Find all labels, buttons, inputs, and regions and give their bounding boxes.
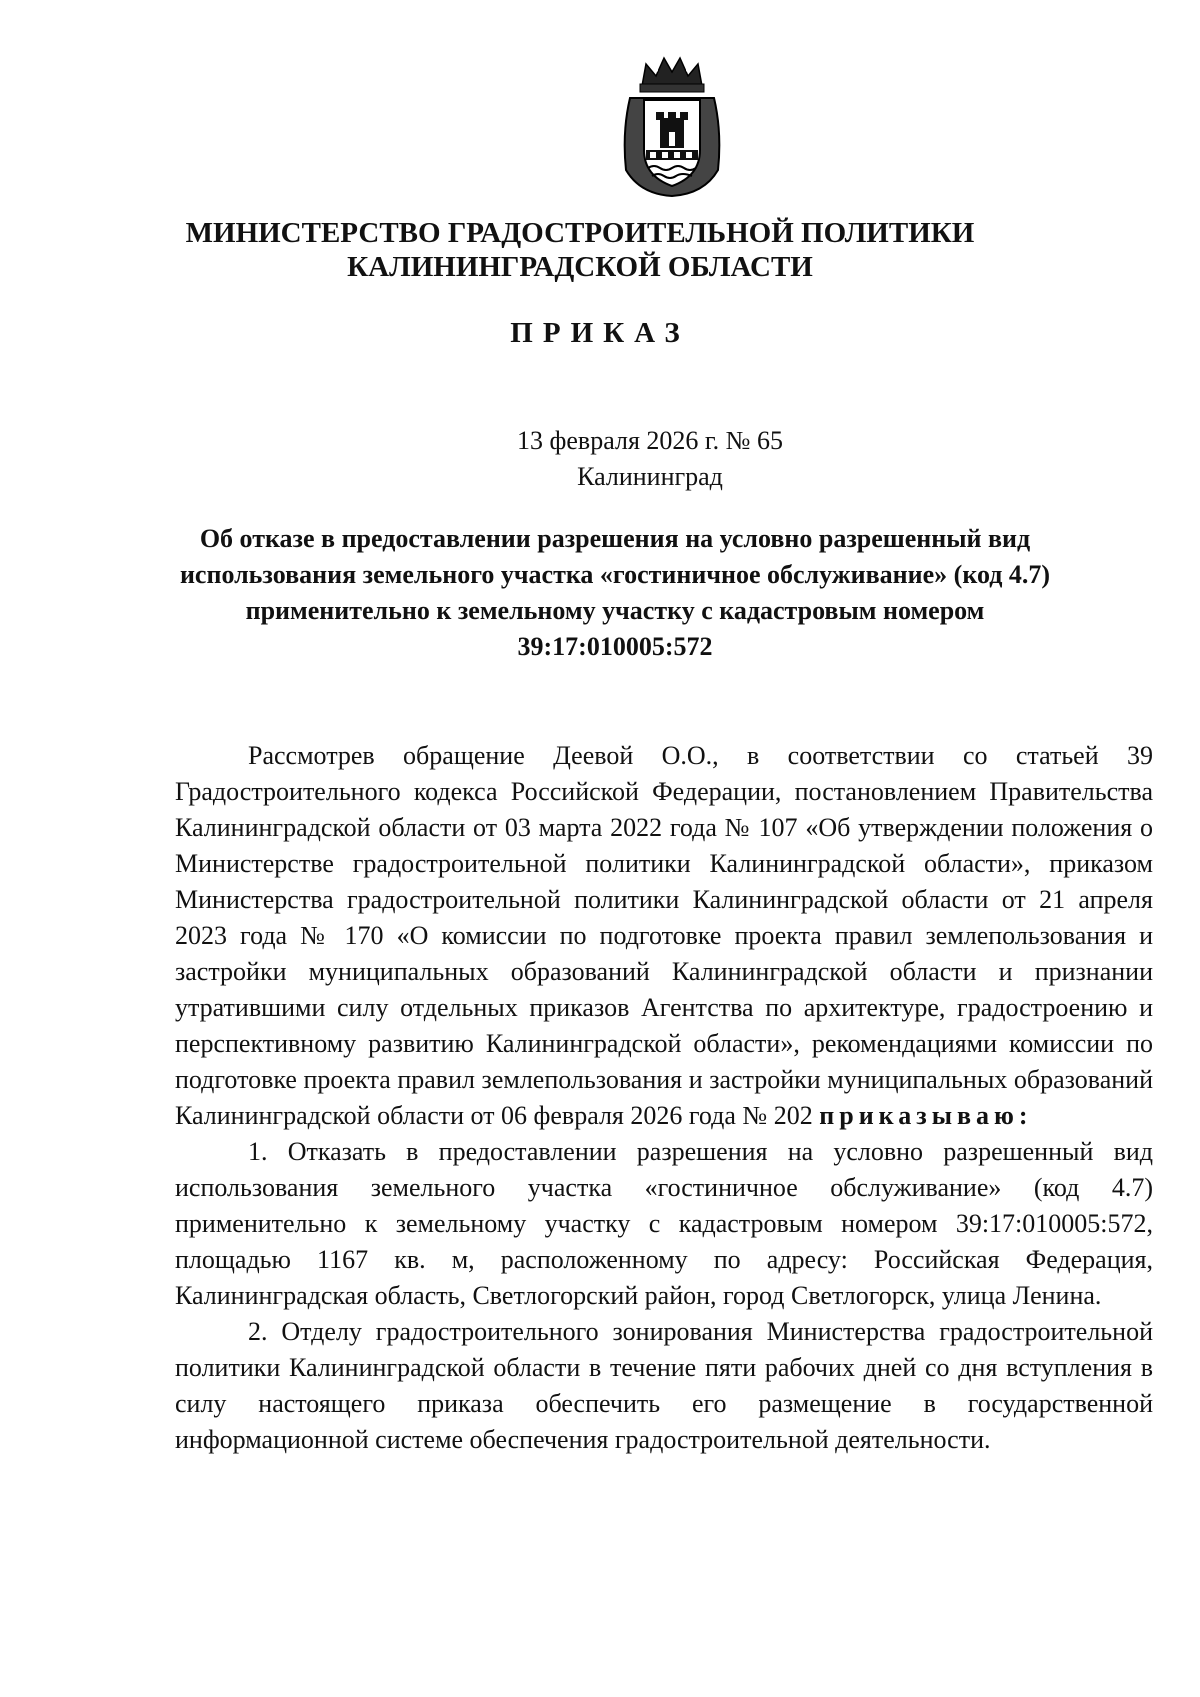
order-subject-line2: использования земельного участка «гостиничное обслуживание» (код 4.7) bbox=[179, 560, 1051, 589]
ministry-name bbox=[150, 216, 1010, 284]
preamble-paragraph bbox=[175, 738, 1153, 1134]
order-item-1: 1. Отказать в предоставлении разрешения на условно разрешенный вид использования земельного участка «гостиничное обслуживание» (код 4.7) применительно к земельному участку с кадастровым номером 39:17:010005:572, площадью 1167 кв. м, расположенному по адресу: Российская Федерация, Калининградская область, Светлогорский район, город Светлогорск, улица Ленина. bbox=[175, 1137, 1153, 1310]
preamble-text: Рассмотрев обращение Деевой О.О., в соответствии со статьей 39 Градостроительного кодекса Российской Федерации, постановлением Правительства Калининградской области от 03 марта 2022 года № 107 «Об утверждении положения о Министерстве градостроительной политики Калининградской области», приказом Министерства градостроительной политики Калининградской области от 21 апреля 2023 года № 170 «О комиссии по подготовке проекта правил землепользования и застройки муниципальных образований Калининградской области и признании утратившими силу отдельных приказов Агентства по архитектуре, градостроению и перспективному развитию Калининградской области», рекомендациями комиссии по подготовке проекта правил землепользования и застройки муниципальных образований Калининградской области от 06 февраля 2026 года № 202 bbox=[175, 741, 1153, 1130]
kaliningrad-region-coat-of-arms-icon bbox=[620, 52, 724, 198]
order-body bbox=[175, 738, 1153, 1458]
order-subject-line1: Об отказе в предоставлении разрешения на условно разрешенный вид bbox=[199, 524, 1031, 553]
order-subject bbox=[175, 521, 1055, 665]
order-subject-line4: 39:17:010005:572 bbox=[517, 632, 713, 661]
ministry-name-line1: МИНИСТЕРСТВО ГРАДОСТРОИТЕЛЬНОЙ ПОЛИТИКИ bbox=[185, 217, 975, 249]
order-subject-line3: применительно к земельному участку с кадастровым номером bbox=[245, 596, 985, 625]
order-title: ПРИКАЗ bbox=[510, 317, 690, 349]
order-city: Калининград bbox=[577, 462, 723, 491]
ministry-name-line2: КАЛИНИНГРАДСКОЙ ОБЛАСТИ bbox=[347, 251, 813, 283]
directive-word: приказываю: bbox=[819, 1101, 1033, 1130]
order-date-number: 13 февраля 2026 г. № 65 bbox=[517, 426, 783, 455]
order-item-2: 2. Отделу градостроительного зонирования Министерства градостроительной политики Калининградской области в течение пяти рабочих дней со дня вступления в силу настоящего приказа обеспечить его размещение в государственной информационной системе обеспечения градостроительной деятельности. bbox=[175, 1317, 1153, 1454]
